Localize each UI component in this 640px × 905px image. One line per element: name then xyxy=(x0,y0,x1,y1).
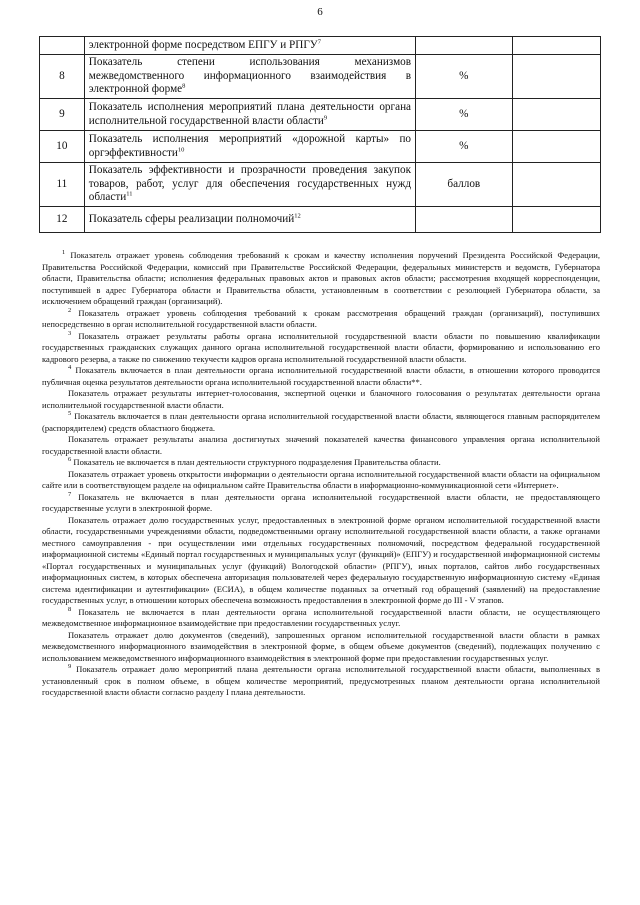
row-indicator: Показатель степени использования механизмов межведомственного информационного взаимодействия в электронной форме$^8$ xyxy=(84,55,415,99)
row-number: 12 xyxy=(40,207,85,233)
table-row xyxy=(40,55,601,99)
row-indicator: электронной форме посредством ЕПГУ и РПГУ$^7$ xyxy=(84,37,415,55)
footnote: $^7$ Показатель не включается в план деятельности органа исполнительной государственной власти области, не предоставляющего государственные услуги в электронной форме. xyxy=(42,490,600,513)
indicators-table xyxy=(39,36,601,233)
footnote: $^5$ Показатель включается в план деятельности органа исполнительной государственной власти области, являющегося главным распорядителем (распорядителем) средств областного бюджета. xyxy=(42,410,600,433)
row-number: 8 xyxy=(40,55,85,99)
row-number: 9 xyxy=(40,99,85,131)
footnote: $^3$ Показатель отражает результаты работы органа исполнительной государственной власти области по повышению квалификации государственных гражданских служащих данного органа исполнительной государственной власти области, формированию и использованию его кадрового резерва, а также по снижению текучести кадров органа исполнительной государственной власти области. xyxy=(42,329,600,364)
row-indicator: Показатель исполнения мероприятий плана деятельности органа исполнительной государственной власти области$^9$ xyxy=(84,99,415,131)
footnote: Показатель отражает результаты анализа достигнутых значений показателей качества финансового управления органа исполнительной государственной власти области. xyxy=(42,434,600,456)
footnote: Показатель отражает долю документов (сведений), запрошенных органом исполнительной государственной власти области в рамках межведомственного информационного взаимодействия в электронной форме, в общем объеме документов (сведений), подлежащих получению с использованием межведомственного информационного взаимодействия в электронной форме при предоставлении государственных услуг. xyxy=(42,629,600,663)
row-number: 10 xyxy=(40,131,85,163)
row-indicator: Показатель сферы реализации полномочий$^{12}$ xyxy=(84,207,415,233)
footnote: $^2$ Показатель отражает уровень соблюдения требований к срокам рассмотрения обращений граждан (организаций), поступивших непосредственно в орган исполнительной государственной власти области. xyxy=(42,306,600,329)
row-unit: баллов xyxy=(416,163,513,207)
row-value xyxy=(512,55,600,99)
footnote: $^8$ Показатель не включается в план деятельности органа исполнительной государственной власти области, не осуществляющего межведомственное информационное взаимодействие при предоставлении государственных услуг. xyxy=(42,605,600,628)
footnote: $^4$ Показатель включается в план деятельности органа исполнительной государственной власти области, в отношении которого проводится публичная оценка результатов деятельности органа исполнительной государственной власти области**. xyxy=(42,364,601,387)
footnote: Показатель отражает результаты интернет-голосования, экспертной оценки и бланочного голосования о результатах деятельности органа исполнительной государственной власти области. xyxy=(42,388,600,410)
row-value xyxy=(512,207,600,233)
footnote: $^9$ Показатель отражает долю мероприятий плана деятельности органа исполнительной государственной власти области, выполненных в установленный срок в полном объеме, в общем количестве мероприятий, предусмотренных планом деятельности органа исполнительной государственной власти области согласно разделу I плана деятельности. xyxy=(42,663,600,697)
footnote: Показатель отражает долю государственных услуг, предоставленных в электронной форме органом исполнительной государственной власти области, государственными учреждениями области, подведомственными органу исполнительной государственной власти области, а также органами местного самоуправления - при осуществлении ими отдельных государственных полномочий, посредством федеральной государственной информационной системы «Единый портал государственных и муниципальных услуг (функций)» (ЕПГУ) и государственной информационной системы «Портал государственных и муниципальных услуг (функций) Вологодской области» (РПГУ), иных порталов, сайтов либо государственных информационных систем, в которых обеспечена авторизация пользователей через федеральную государственную информационную систему «Единая система идентификации и аутентификации» (ЕСИА), в общем количестве поданных за отчетный год обращений (заявлений) на предоставление государственных услуг, в отношении которых обеспечена возможность предоставления в электронной форме до III - V этапов. xyxy=(42,514,600,605)
row-value xyxy=(512,163,600,207)
row-value xyxy=(512,37,600,55)
page-number: 6 xyxy=(317,6,323,18)
footnote: $^6$ Показатель не включается в план деятельности структурного подразделения Правительства области. xyxy=(68,456,441,467)
row-value xyxy=(512,99,600,131)
footnote: Показатель отражает уровень открытости информации о деятельности органа исполнительной государственной власти области на официальном сайте или в соответствующем разделе на официальном сайте Правительства области в информационно-коммуникационной сети «Интернет». xyxy=(42,468,600,490)
table-row xyxy=(40,99,601,131)
footnotes xyxy=(42,250,600,699)
row-unit: % xyxy=(416,55,513,99)
row-unit: % xyxy=(416,131,513,163)
row-unit xyxy=(416,37,513,55)
row-value xyxy=(512,131,600,163)
row-number xyxy=(40,37,85,55)
table-row xyxy=(40,131,601,163)
row-unit: % xyxy=(416,99,513,131)
footnote: $^1$ Показатель отражает уровень соблюдения требований к срокам и качеству исполнения поручений Президента Российской Федерации, Правительства Российской Федерации, комиссий при Правительстве Российской Федерации, федеральных министерств и ведомств, Губернатора области, Правительства области; исполнения федеральных правовых актов и правовых актов области; рассмотрения входящей корреспонденции, поступившей в адрес Губернатора области и Правительства области, установленным в соответствии с резолюцией Губернатора области, за исключением обращений граждан (организаций). xyxy=(42,249,600,306)
table-row xyxy=(40,37,601,55)
row-indicator: Показатель эффективности и прозрачности проведения закупок товаров, работ, услуг для обеспечения государственных нужд области$^{11}$ xyxy=(84,163,415,207)
row-indicator: Показатель исполнения мероприятий «дорожной карты» по оргэффективности$^{10}$ xyxy=(84,131,415,163)
row-number: 11 xyxy=(40,163,85,207)
table-row xyxy=(40,207,601,233)
row-unit xyxy=(416,207,513,233)
table-row xyxy=(40,163,601,207)
